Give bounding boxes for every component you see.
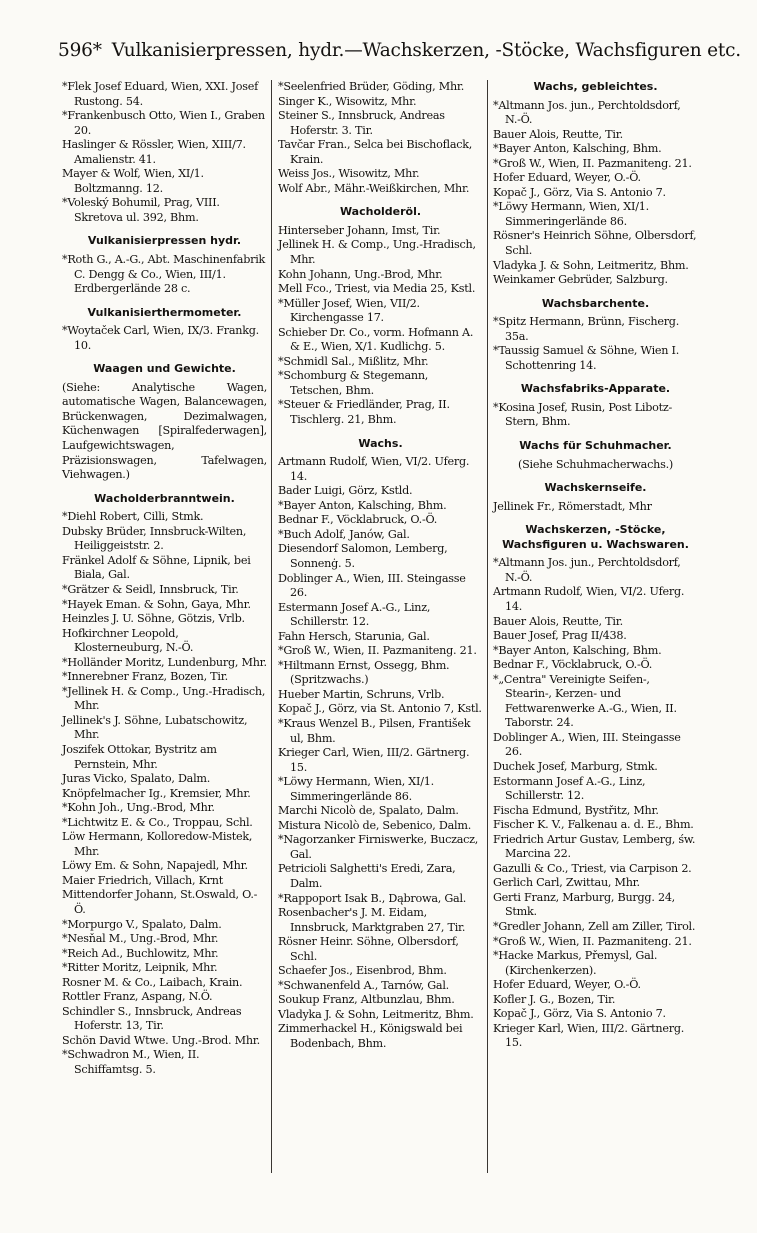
directory-entry: Bednar F., Vöcklabruck, O.-Ö. [278,513,438,527]
directory-entry: Krieger Carl, Wien, III/2. Gärtnerg. 15. [278,746,470,774]
directory-entry: *Rappoport Isak B., Dąbrowa, Gal. [278,891,467,905]
column-divider [271,80,272,1173]
directory-entry: Jellinek Fr., Römerstadt, Mhr [493,499,652,513]
section-heading: Wachs für Schuhmacher. [519,439,672,453]
directory-entry: Löwy Em. & Sohn, Napajedl, Mhr. [62,859,248,873]
directory-entry: *Hayek Eman. & Sohn, Gaya, Mhr. [62,597,251,611]
directory-entry: *Jellinek H. & Comp., Ung.-Hradisch, Mhr. [62,684,266,713]
directory-entry: Gerlich Carl, Zwittau, Mhr. [493,876,640,890]
directory-entry: Vladyka J. & Sohn, Leitmeritz, Bhm. [278,1007,474,1021]
directory-entry: *Nesňal M., Ung.-Brod, Mhr. [62,932,219,946]
directory-entry: Fischer K. V., Falkenau a. d. E., Bhm. [493,818,694,832]
directory-entry: Weinkamer Gebrüder, Salzburg. [493,273,668,287]
directory-entry: *Buch Adolf, Janów, Gal. [278,527,410,541]
column-2 [278,80,483,1052]
section-heading: Wachskerzen, -Stöcke, Wachsfiguren u. Wachswaren. [502,523,689,551]
directory-entry: *Hacke Markus, Přemysl, Gal. (Kirchenkerzen). [493,949,658,977]
directory-entry: Soukup Franz, Altbunzlau, Bhm. [278,993,455,1007]
directory-entry: Gerti Franz, Marburg, Burgg. 24, Stmk. [493,890,675,919]
directory-entry: Juras Vicko, Spalato, Dalm. [62,772,211,786]
directory-entry: Mittendorfer Johann, St.Oswald, O.-Ö. [62,888,258,916]
directory-entry: Bednar F., Vöcklabruck, O.-Ö. [493,658,653,672]
directory-entry: *Hiltmann Ernst, Ossegg, Bhm. (Spritzwachs.) [278,658,450,687]
directory-entry: Joszifek Ottokar, Bystritz am Pernstein, Mhr. [62,742,217,771]
directory-entry: Kopač J., Görz, Via S. Antonio 7. [493,185,666,199]
directory-entry: *Groß W., Wien, II. Pazmaniteng. 21. [278,644,477,658]
directory-entry: Diesendorf Salomon, Lemberg, Sonnenġ. 5. [278,542,448,570]
directory-entry: *Bayer Anton, Kalsching, Bhm. [493,142,662,156]
directory-entry: *Innerebner Franz, Bozen, Tir. [62,670,228,684]
directory-entry: *Taussig Samuel & Söhne, Wien I. Schottenring 14. [493,344,680,372]
directory-entry: Artmann Rudolf, Wien, VI/2. Uferg. 14. [278,455,470,483]
directory-entry: Schön David Wtwe. Ung.-Brod. Mhr. [62,1033,260,1047]
directory-entry: Löw Hermann, Kolloredow-Mistek, Mhr. [62,830,253,858]
directory-entry: Schindler S., Innsbruck, Andreas Hoferstr. 13, Tir. [62,1004,242,1033]
directory-entry: *Woytaček Carl, Wien, IX/3. Frankg. 10. [62,324,259,352]
directory-entry: Steiner S., Innsbruck, Andreas Hoferstr. 3. Tir. [278,109,445,137]
directory-entry: Bauer Alois, Reutte, Tir. [493,614,623,628]
section-heading: Wachs, gebleichtes. [533,80,658,93]
directory-entry: *Löwy Hermann, Wien, XI/1. Simmeringerlände 86. [493,200,649,228]
section-heading: Wachsbarchente. [541,296,650,310]
column-3 [493,80,698,1051]
directory-entry: *Steuer & Friedländer, Prag, II. Tischlerg. 21, Bhm. [278,398,450,427]
section-heading: Wachskernseife. [544,481,647,495]
directory-entry: *Diehl Robert, Cilli, Stmk. [62,510,204,524]
directory-entry: Rösner's Heinrich Söhne, Olbersdorf, Schl. [493,229,697,258]
section-heading: Vulkanisierthermometer. [87,305,242,319]
directory-entry: Rosner M. & Co., Laibach, Krain. [62,975,243,989]
directory-entry: *Schwadron M., Wien, II. Schiffamtsg. 5. [62,1048,200,1076]
directory-entry: Mell Fco., Triest, via Media 25, Kstl. [278,282,476,296]
directory-entry: Marchi Nicolò de, Spalato, Dalm. [278,804,459,818]
directory-entry: Hofkirchner Leopold, Klosterneuburg, N.-Ö. [62,626,194,655]
section-heading: Wachs. [358,436,403,450]
page-title: Vulkanisierpressen, hydr.—Wachskerzen, -Stöcke, Wachsfiguren etc. [111,40,741,61]
section-heading: Waagen und Gewichte. [93,362,236,376]
directory-entry: Maier Friedrich, Villach, Krnt [62,873,223,887]
directory-entry: *Morpurgo V., Spalato, Dalm. [62,917,222,931]
directory-entry: *Flek Josef Eduard, Wien, XXI. Josef Rustong. 54. [62,80,258,108]
directory-entry: Haslinger & Rössler, Wien, XIII/7. Amalienstr. 41. [62,138,246,166]
directory-entry: Bader Luigi, Görz, Kstld. [278,484,413,498]
directory-entry: Fischa Edmund, Bystřitz, Mhr. [493,803,659,817]
page-number: 596* [58,40,102,61]
directory-entry: *Frankenbusch Otto, Wien I., Graben 20. [62,109,265,137]
directory-entry: Estormann Josef A.-G., Linz, Schillerstr. 12. [493,774,646,803]
directory-entry: Duchek Josef, Marburg, Stmk. [493,759,658,773]
directory-entry: *Kosina Josef, Rusin, Post Libotz-Stern, Bhm. [493,400,673,429]
directory-entry: *Bayer Anton, Kalsching, Bhm. [493,643,662,657]
section-heading: Vulkanisierpressen hydr. [87,234,242,248]
section-heading: Wacholderöl. [339,205,422,219]
directory-entry: *Ritter Moritz, Leipnik, Mhr. [62,961,218,975]
directory-entry: Mistura Nicolò de, Sebenico, Dalm. [278,818,472,832]
directory-entry: Kopač J., Görz, via St. Antonio 7, Kstl. [278,702,482,716]
directory-entry: *Kraus Wenzel B., Pilsen, František ul, Bhm. [278,716,471,745]
directory-entry: Hofer Eduard, Weyer, O.-Ö. [493,978,641,992]
cross-reference: (Siehe Schuhmacherwachs.) [517,457,673,471]
directory-entry: Hinterseber Johann, Imst, Tir. [278,223,441,237]
directory-entry: *Lichtwitz E. & Co., Troppau, Schl. [62,815,253,829]
directory-entry: Bauer Alois, Reutte, Tir. [493,127,623,141]
directory-entry: Hueber Martin, Schruns, Vrlb. [278,687,445,701]
directory-entry: *Schwanenfeld A., Tarnów, Gal. [278,978,449,992]
directory-entry: Doblinger A., Wien, III. Steingasse 26. [493,730,681,759]
directory-entry: *Holländer Moritz, Lundenburg, Mhr. [62,655,267,669]
directory-entry: Dubsky Brüder, Innsbruck-Wilten, Heiliggeiststr. 2. [62,524,247,553]
directory-entry: *Müller Josef, Wien, VII/2. Kirchengasse 17. [278,296,420,325]
directory-entry: Petricioli Salghetti's Eredi, Zara, Dalm. [278,862,456,890]
directory-entry: Estermann Josef A.-G., Linz, Schillerstr. 12. [278,600,431,629]
directory-entry: Tavčar Fran., Selca bei Bischoflack, Krain. [278,138,473,166]
directory-entry: *Voleský Bohumil, Prag, VIII. Skretova ul. 392, Bhm. [62,196,220,224]
directory-entry: Zimmerhackel H., Königswald bei Bodenbach, Bhm. [278,1022,463,1050]
directory-entry: Jellinek's J. Söhne, Lubatschowitz, Mhr. [62,713,248,742]
directory-entry: Kopač J., Görz, Via S. Antonio 7. [493,1007,666,1021]
directory-entry: *Löwy Hermann, Wien, XI/1. Simmeringerlände 86. [278,775,434,803]
directory-entry: *Seelenfried Brüder, Göding, Mhr. [278,80,465,93]
directory-entry: Gazulli & Co., Triest, via Carpison 2. [493,861,692,875]
directory-entry: Jellinek H. & Comp., Ung.-Hradisch, Mhr. [278,238,476,267]
directory-entry: Friedrich Artur Gustav, Lemberg, św. Marcina 22. [493,832,696,861]
directory-entry: Fränkel Adolf & Söhne, Lipnik, bei Biala, Gal. [62,553,251,582]
directory-entry: Hofer Eduard, Weyer, O.-Ö. [493,171,641,185]
directory-entry: *Bayer Anton, Kalsching, Bhm. [278,498,447,512]
directory-entry: *Altmann Jos. jun., Perchtoldsdorf, N.-Ö. [493,556,681,584]
directory-entry: *Reich Ad., Buchlowitz, Mhr. [62,946,219,960]
directory-entry: *Grätzer & Seidl, Innsbruck, Tir. [62,582,239,596]
directory-entry: *Schmidl Sal., Mißlitz, Mhr. [278,354,429,368]
section-heading: Wachsfabriks-Apparate. [520,382,671,396]
directory-entry: Kohn Johann, Ung.-Brod, Mhr. [278,267,443,281]
directory-entry: *„Centra" Vereinigte Seifen-, Stearin-, Kerzen- und Fettwarenwerke A.-G., Wien, II. Taborstr. 24. [493,672,677,730]
directory-entry: Singer K., Wisowitz, Mhr. [278,94,417,108]
directory-entry: Doblinger A., Wien, III. Steingasse 26. [278,571,466,600]
directory-entry: Bauer Josef, Prag II/438. [493,629,627,643]
directory-entry: Fahn Hersch, Starunia, Gal. [278,629,430,643]
directory-entry: Mayer & Wolf, Wien, XI/1. Boltzmanng. 12. [62,167,204,195]
directory-entry: Vladyka J. & Sohn, Leitmeritz, Bhm. [493,258,689,272]
directory-entry: Kofler J. G., Bozen, Tir. [493,992,616,1006]
directory-entry: *Roth G., A.-G., Abt. Maschinenfabrik C. Dengg & Co., Wien, III/1. Erdbergerlände 28 c. [62,253,266,296]
directory-entry: Schieber Dr. Co., vorm. Hofmann A. & E., Wien, X/1. Kudlichg. 5. [278,325,474,354]
directory-entry: Heinzles J. U. Söhne, Götzis, Vrlb. [62,612,245,626]
directory-entry: Rosenbacher's J. M. Eidam, Innsbruck, Marktgraben 27, Tir. [278,906,466,934]
directory-entry: *Kohn Joh., Ung.-Brod, Mhr. [62,801,215,815]
directory-entry: Rösner Heinr. Söhne, Olbersdorf, Schl. [278,935,459,963]
directory-entry: Krieger Karl, Wien, III/2. Gärtnerg. 15. [493,1021,685,1050]
directory-entry: *Groß W., Wien, II. Pazmaniteng. 21. [493,156,692,170]
directory-entry: Schaefer Jos., Eisenbrod, Bhm. [278,964,447,978]
cross-reference: (Siehe: Analytische Wagen, automatische Wagen, Balancewagen, Brückenwagen, Dezimalwagen, Küchenwagen [Spiralfederwagen], Laufgewichtswagen, Präzisionswagen, Tafelwagen, Viehwagen.) [62,380,267,482]
directory-entry: *Gredler Johann, Zell am Ziller, Tirol. [493,919,696,933]
directory-entry: *Groß W., Wien, II. Pazmaniteng. 21. [493,934,692,948]
directory-entry: *Nagorzanker Firniswerke, Buczacz, Gal. [278,833,479,861]
page-header [58,40,741,61]
directory-entry: *Spitz Hermann, Brünn, Fischerg. 35a. [493,315,680,343]
column-divider [487,80,488,1173]
directory-entry: *Altmann Jos. jun., Perchtoldsdorf, N.-Ö. [493,98,681,127]
directory-entry: Rottler Franz, Aspang, N.Ö. [62,990,213,1004]
column-1 [62,80,267,1078]
directory-entry: Artmann Rudolf, Wien, VI/2. Uferg. 14. [493,585,685,613]
directory-entry: Weiss Jos., Wisowitz, Mhr. [278,167,420,181]
directory-entry: Wolf Abr., Mähr.-Weißkirchen, Mhr. [278,181,470,195]
directory-entry: Knöpfelmacher Ig., Kremsier, Mhr. [62,786,251,800]
directory-entry: *Schomburg & Stegemann, Tetschen, Bhm. [278,369,429,397]
section-heading: Wacholderbranntwein. [94,491,235,505]
